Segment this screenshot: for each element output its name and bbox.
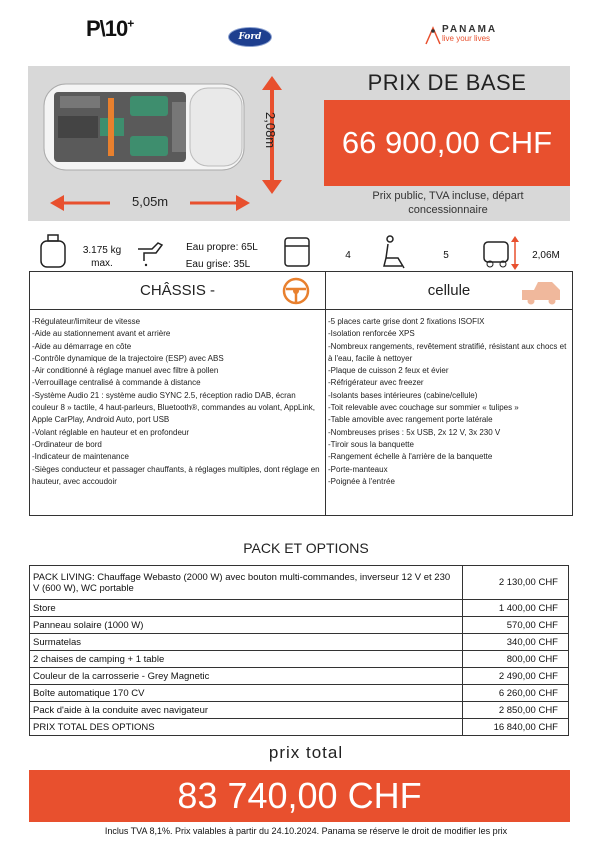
list-item: -Nombreux rangements, revêtement stratifié, résistant aux chocs et à l'eau, facile à nettoyer xyxy=(328,341,569,363)
list-item: -Table amovible avec rangement porte latérale xyxy=(328,415,493,425)
options-table xyxy=(29,565,569,736)
faucet-icon xyxy=(134,235,166,267)
list-item: -Aide au stationnement avant et arrière xyxy=(32,329,171,339)
grey-water-spec: Eau grise: 35L xyxy=(185,259,251,270)
list-item: -Verrouillage centralisé à commande à distance xyxy=(32,378,201,388)
cellule-heading: cellule xyxy=(326,272,572,310)
list-item: -Sièges conducteur et passager chauffants, à réglages multiples, dont réglage en hauteur, avec accoudoir xyxy=(32,464,322,486)
option-label: Couleur de la carrosserie - Grey Magnetic xyxy=(30,668,463,685)
weight-spec: 3.175 kg max. xyxy=(82,245,122,269)
table-row xyxy=(30,668,569,685)
weight-icon xyxy=(38,233,68,269)
seat-icon xyxy=(380,234,410,270)
table-row xyxy=(30,685,569,702)
options-total-row xyxy=(30,719,569,736)
footer-note: Inclus TVA 8,1%. Prix valables à partir du 24.10.2024. Panama se réserve le droit de modifier les prix xyxy=(104,826,508,836)
list-item: -Rangement échelle à l'arrière de la banquette xyxy=(328,452,493,462)
chassis-feature-list xyxy=(32,316,322,488)
van-floorplan-image xyxy=(40,78,252,176)
height-spec: 2,06M xyxy=(532,250,560,261)
list-item: -Nombreuses prises : 5x USB, 2x 12 V, 3x 230 V xyxy=(328,427,501,437)
panama-logo: PANAMA live your lives xyxy=(424,24,524,43)
p10-logo: P\10+ xyxy=(86,16,134,41)
length-dimension-label: 5,05m xyxy=(132,194,169,209)
option-label: 2 chaises de camping + 1 table xyxy=(30,651,463,668)
total-label: prix total xyxy=(268,743,344,762)
option-label: Pack d'aide à la conduite avec navigateur xyxy=(30,702,463,719)
table-row xyxy=(30,566,569,600)
option-price: 570,00 CHF xyxy=(463,617,569,634)
fresh-water-spec: Eau propre: 65L xyxy=(186,242,258,253)
option-price: 800,00 CHF xyxy=(463,651,569,668)
bed-icon xyxy=(282,235,312,269)
list-item: -Porte-manteaux xyxy=(328,464,388,474)
list-item: -Isolation renforcée XPS xyxy=(328,329,415,339)
list-item: -Poignée à l'entrée xyxy=(328,476,395,486)
table-row xyxy=(30,600,569,617)
list-item: -Volant réglable en hauteur et en profondeur xyxy=(32,427,190,437)
list-item: -Aide au démarrage en côte xyxy=(32,341,132,351)
option-price: 1 400,00 CHF xyxy=(463,600,569,617)
list-item: -Tiroir sous la banquette xyxy=(328,439,414,449)
list-item: -Régulateur/limiteur de vitesse xyxy=(32,317,141,326)
list-item: -Contrôle dynamique de la trajectoire (ESP) avec ABS xyxy=(32,353,224,363)
option-label: Store xyxy=(30,600,463,617)
option-price: 2 130,00 CHF xyxy=(463,566,569,600)
option-label: Surmatelas xyxy=(30,634,463,651)
steering-wheel-icon xyxy=(282,277,310,305)
option-label: PACK LIVING: Chauffage Webasto (2000 W) avec bouton multi-commandes, inverseur 12 V et 230 V (600 W), WC portable xyxy=(30,566,463,600)
list-item: -Réfrigérateur avec freezer xyxy=(328,378,424,388)
panama-mark-icon xyxy=(424,26,442,46)
camper-icon xyxy=(520,280,564,306)
list-item: -Air conditionné à réglage manuel avec filtre à pollen xyxy=(32,366,219,376)
option-label: PRIX TOTAL DES OPTIONS xyxy=(30,719,463,736)
option-price: 6 260,00 CHF xyxy=(463,685,569,702)
table-row xyxy=(30,702,569,719)
table-row xyxy=(30,617,569,634)
list-item: -Système Audio 21 : système audio SYNC 2.5, réception radio DAB, écran couleur 8 » tactile, 4 haut-parleurs, Bluetooth®, commandes au volant, AppLink, Apple CarPlay, Android Auto, port USB xyxy=(32,390,317,425)
options-title: PACK ET OPTIONS xyxy=(243,540,369,556)
cellule-feature-list xyxy=(328,316,570,488)
list-item: -Toit relevable avec couchage sur sommier « tulipes » xyxy=(328,403,519,413)
table-row xyxy=(30,651,569,668)
chassis-heading: CHÂSSIS - xyxy=(30,272,325,310)
option-price: 2 850,00 CHF xyxy=(463,702,569,719)
base-price-heading: PRIX DE BASE xyxy=(367,70,527,95)
list-item: -Ordinateur de bord xyxy=(32,439,102,449)
features-table xyxy=(29,271,573,516)
list-item: -Isolants bases intérieures (cabine/cellule) xyxy=(328,390,478,400)
list-item: -Indicateur de maintenance xyxy=(32,452,129,462)
ford-logo: Ford xyxy=(228,27,272,47)
list-item: -Plaque de cuisson 2 feux et évier xyxy=(328,366,449,376)
column-divider xyxy=(325,272,326,515)
beds-spec: 4 xyxy=(345,250,351,261)
option-price: 340,00 CHF xyxy=(463,634,569,651)
option-label: Panneau solaire (1000 W) xyxy=(30,617,463,634)
option-price: 2 490,00 CHF xyxy=(463,668,569,685)
base-price-amount: 66 900,00 CHF xyxy=(324,100,570,186)
height-dimension-label: 2,08m xyxy=(263,112,278,149)
table-row xyxy=(30,634,569,651)
list-item: -5 places carte grise dont 2 fixations ISOFIX xyxy=(328,317,485,326)
seats-spec: 5 xyxy=(443,250,449,261)
van-height-icon xyxy=(482,236,522,270)
option-price: 16 840,00 CHF xyxy=(463,719,569,736)
total-amount: 83 740,00 CHF xyxy=(29,770,570,822)
option-label: Boîte automatique 170 CV xyxy=(30,685,463,702)
base-price-note: Prix public, TVA incluse, départ concessionnaire xyxy=(372,190,524,216)
